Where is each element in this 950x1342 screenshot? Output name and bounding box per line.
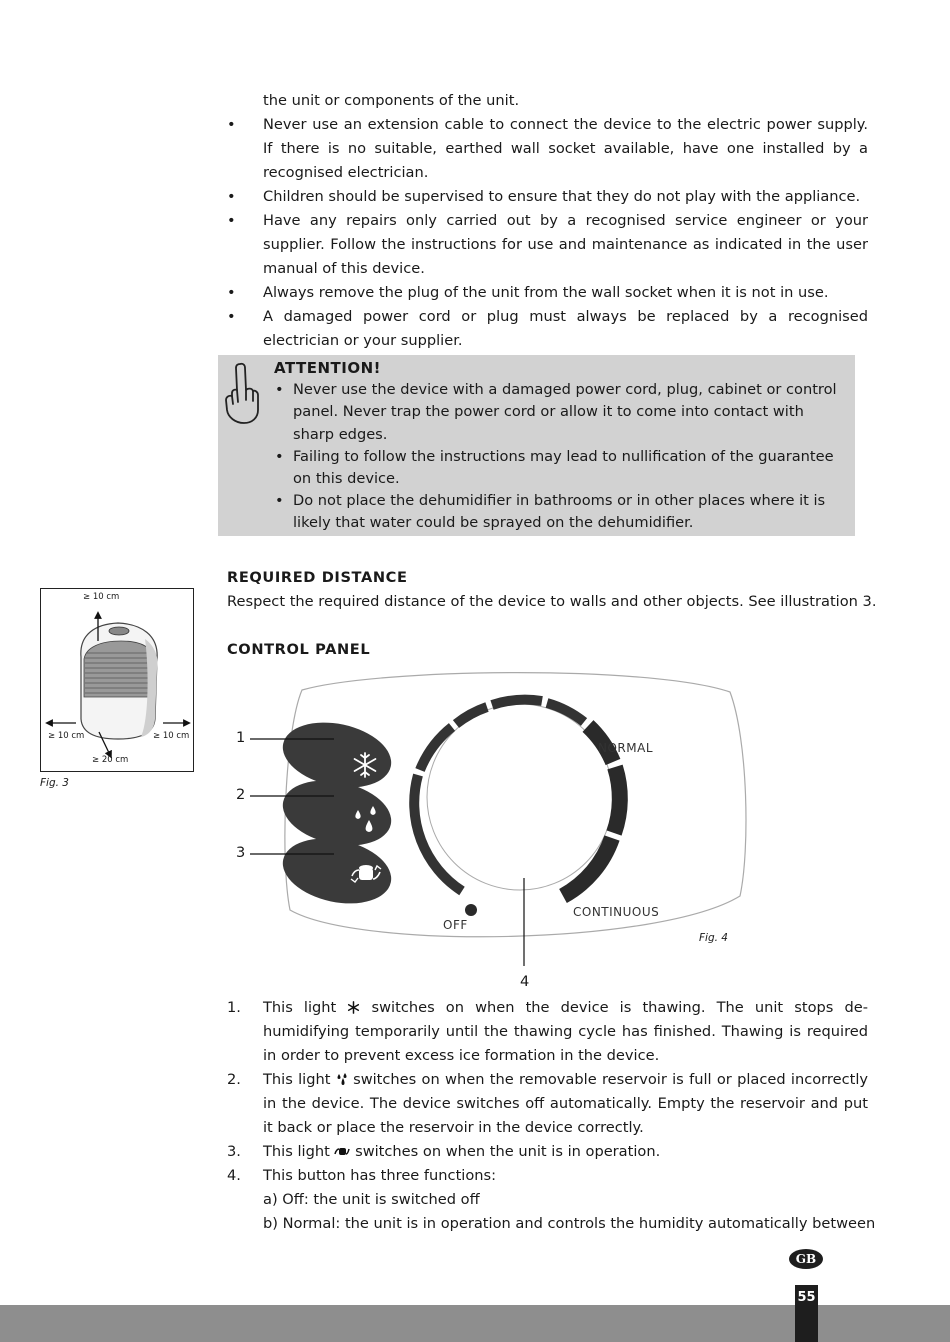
bullet: • <box>275 448 284 465</box>
water-drops-icon <box>336 1073 348 1086</box>
dial-label-off: OFF <box>443 918 468 932</box>
attention-item: Do not place the dehumidifier in bathrooms or in other places where it is likely that water could be sprayed on the dehumidifier. <box>293 492 826 532</box>
clearance-top-label: ≥ 10 cm <box>83 592 120 602</box>
list-item: Always remove the plug of the unit from the wall socket when it is not in use. <box>263 284 829 301</box>
list-item: Children should be supervised to ensure that they do not play with the appliance. <box>263 188 861 205</box>
list-item: Have any repairs only carried out by a recognised service engineer or your supplier. Follow the instructions for use and maintenance as indicated in the user manual of this device. <box>263 212 868 277</box>
control-panel-heading: CONTROL PANEL <box>227 641 371 658</box>
list-continuation: the unit or components of the unit. <box>263 92 520 109</box>
figure-3 <box>40 588 194 772</box>
dehumidifier-illustration <box>41 589 192 770</box>
list-number: 2. <box>227 1071 241 1088</box>
callout-1: 1 <box>236 729 246 746</box>
fan-operation-icon <box>334 1145 350 1158</box>
attention-item: Never use the device with a damaged power cord, plug, cabinet or control panel. Never trap the power cord or allow it to come into contact with sharp edges. <box>293 381 837 443</box>
item-text: This light <box>263 1071 331 1088</box>
numbered-item-4: This button has three functions: <box>263 1167 497 1184</box>
list-number: 1. <box>227 999 241 1016</box>
numbered-item-2 <box>263 1068 868 1140</box>
sub-item-b: b) Normal: the unit is in operation and controls the humidity automatically between <box>263 1215 876 1232</box>
attention-item: Failing to follow the instructions may lead to nullification of the guarantee on this device. <box>293 448 834 488</box>
numbered-item-1 <box>263 996 868 1068</box>
sub-item-a: a) Off: the unit is switched off <box>263 1191 480 1208</box>
clearance-right-label: ≥ 10 cm <box>153 731 190 741</box>
list-number: 3. <box>227 1143 241 1160</box>
attention-title: ATTENTION! <box>274 359 382 377</box>
bullet: • <box>275 492 284 509</box>
clearance-bottom-label: ≥ 20 cm <box>92 755 129 765</box>
language-badge: GB <box>789 1249 823 1269</box>
required-distance-text: Respect the required distance of the device to walls and other objects. See illustration 3. <box>227 593 877 610</box>
list-item: A damaged power cord or plug must always be replaced by a recognised electrician or your supplier. <box>263 308 868 349</box>
callout-4: 4 <box>520 973 530 990</box>
numbered-item-3 <box>263 1140 868 1164</box>
item-text: switches on when the removable reservoir is full or placed incorrectly in the device. The device switches off automatically. Empty the reservoir and put it back or place the reservoir in the device correctly. <box>263 1071 869 1136</box>
page-number: 55 <box>795 1285 818 1342</box>
bullet: • <box>227 188 236 205</box>
figure-4-caption: Fig. 4 <box>699 932 728 944</box>
snowflake-icon <box>347 1001 360 1014</box>
list-item: Never use an extension cable to connect the device to the electric power supply. If there is no suitable, earthed wall socket available, have one installed by a recognised electrician. <box>263 116 868 181</box>
bullet: • <box>227 284 236 301</box>
dial-label-continuous: CONTINUOUS <box>573 905 660 919</box>
bullet: • <box>227 308 236 325</box>
item-text: This light <box>263 1143 330 1160</box>
required-distance-heading: REQUIRED DISTANCE <box>227 569 408 586</box>
list-number: 4. <box>227 1167 241 1184</box>
callout-3: 3 <box>236 844 246 861</box>
item-text: switches on when the device is thawing. The unit stops de-humidifying temporarily until the thawing cycle has finished. Thawing is required in order to prevent excess ice formation in the device. <box>263 999 868 1064</box>
bullet: • <box>275 381 284 398</box>
bullet: • <box>227 212 236 229</box>
callout-2: 2 <box>236 786 246 803</box>
pointing-finger-icon <box>222 360 262 426</box>
bullet: • <box>227 116 236 133</box>
figure-3-caption: Fig. 3 <box>40 777 69 789</box>
dial-label-normal: NORMAL <box>598 741 654 755</box>
control-panel-illustration <box>230 660 760 1000</box>
item-text: switches on when the unit is in operation. <box>355 1143 661 1160</box>
item-text: This light <box>263 999 337 1016</box>
clearance-left-label: ≥ 10 cm <box>48 731 85 741</box>
